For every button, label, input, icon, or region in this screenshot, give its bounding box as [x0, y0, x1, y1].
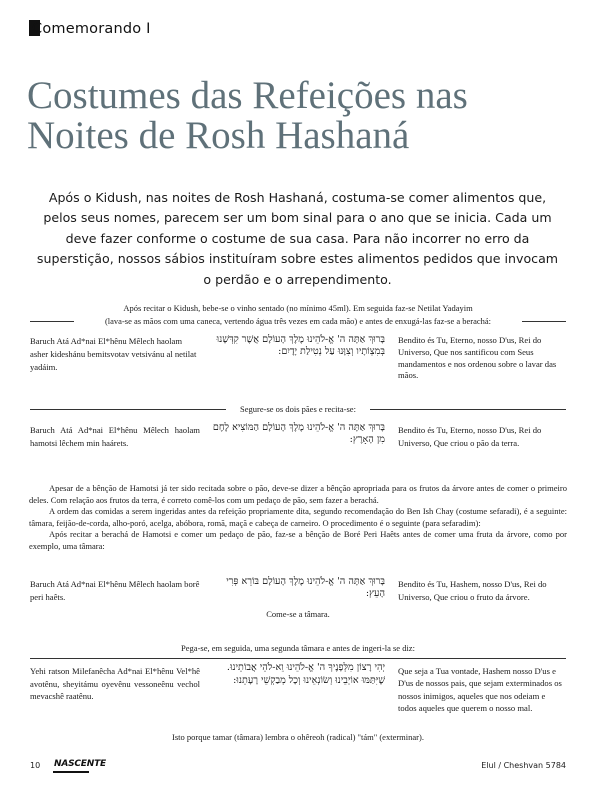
divider: [30, 658, 566, 659]
netilat-transliteration: Baruch Atá Ad*nai El*hênu Mêlech haolam asher kideshánu bemitsvotav vetsivánu al netilat yadáim.: [30, 336, 197, 372]
haets-after: Come-se a tâmara.: [266, 609, 330, 619]
hamotsi-hebrew: בָּרוּךְ אַתָּה ה' אֱ-לֹהֵינוּ מֶלֶךְ הָעוֹלָם הַמּוֹצִיא לֶחֶם מִן הָאָרֶץ:: [212, 422, 385, 445]
haets-translation: Bendito és Tu, Hashem, nosso D'us, Rei do Universo, Que criou o fruto da árvore.: [398, 579, 547, 602]
section-label: Comemorando I: [32, 21, 151, 37]
lead-paragraph: Após o Kidush, nas noites de Rosh Hashaná, costuma-se comer alimentos que, pelos seus nomes, parecem ser um bom sinal para o ano que se inicia. Cada um deve fazer conforme o costume de sua casa. Para não incorrer no erro da superstição, nossos sábios instituíram sobre estes alimentos pedidos que invocam o perdão e o arrependimento.: [36, 190, 559, 287]
magazine-logo: NASCENTE: [54, 759, 106, 769]
hamotsi-intro: Segure-se os dois pães e recita-se:: [240, 404, 356, 414]
divider: [370, 409, 566, 410]
body-paragraph: A ordem das comidas a serem ingeridas antes da refeição propriamente dita, segundo recomendação do Ben Ish Chay (costume sefaradi), é a seguinte: tâmara, feijão-de-corda, alho-poró, acelga, abóbora, romã, maçã e cabeça de carneiro. O procedimento é o seguinte (para sefaradim):: [29, 506, 567, 528]
page-number: 10: [30, 761, 41, 770]
divider: [30, 321, 74, 322]
netilat-translation: Bendito és Tu, Eterno, nosso D'us, Rei do Universo, Que nos santificou com Seus mandamentos e nos ordenou sobre o lavar das mãos.: [398, 335, 557, 381]
yehi-transliteration: Yehi ratson Milefanêcha Ad*nai El*hênu Vel*hê avotênu, sheyitámu oyevênu vessoneênu vechol mevacshê raatênu.: [30, 666, 200, 701]
body-paragraph: Após recitar a berachá de Hamotsi e comer um pedaço de pão, faz-se a bênção de Boré Peri Haêts antes de comer uma fruta da árvore, como por exemplo, uma tâmara:: [29, 529, 567, 551]
netilat-intro-1: Após recitar o Kidush, bebe-se o vinho sentado (no mínimo 45ml). Em seguida faz-se Netilat Yadayim: [123, 303, 473, 313]
haets-transliteration: Baruch Atá Ad*nai El*hênu Mêlech haolam borê peri haêts.: [30, 579, 200, 602]
title-line-2: Noites de Rosh Hashaná: [27, 114, 410, 157]
hamotsi-translation: Bendito és Tu, Eterno, nosso D'us, Rei do Universo, Que criou o pão da terra.: [398, 425, 542, 448]
body-text: [29, 483, 567, 552]
issue-label: Elul / Cheshvan 5784: [481, 761, 566, 770]
hamotsi-transliteration: Baruch Atá Ad*nai El*hênu Mêlech haolam hamotsi lêchem min haárets.: [30, 425, 200, 448]
title-line-1: Costumes das Refeições nas: [27, 74, 468, 117]
haets-hebrew: בָּרוּךְ אַתָּה ה' אֱ-לֹהֵינוּ מֶלֶךְ הָעוֹלָם בּוֹרֵא פְּרִי הָעֵץ:: [226, 576, 385, 599]
yehi-translation: Que seja a Tua vontade, Hashem nosso D'us e D'us de nossos pais, que sejam exterminados os nossos inimigos, aqueles que nos odeiam e todos aqueles que querem o nosso mal.: [398, 666, 562, 714]
yehi-intro: Pega-se, em seguida, uma segunda tâmara e antes de ingeri-la se diz:: [181, 643, 415, 653]
yehi-hebrew: יְהִי רָצוֹן מִלְּפָנֶיךָ ה' אֱ-לֹהֵינוּ וֵא-לֹהֵי אֲבוֹתֵינוּ. שֶׁיִּתַּמּוּ אוֹיְבֵינוּ וְשׂוֹנְאֵינוּ וְכָל מְבַקְשֵׁי רָעָתֵנוּ:: [226, 662, 385, 686]
logo-underline: [53, 771, 89, 773]
body-paragraph: Apesar de a bênção de Hamotsi já ter sido recitada sobre o pão, deve-se dizer a bênção apropriada para os frutos da árvore antes de comer o primeiro deles. Com relação aos frutos da terra, é correto comê-los com um pedaço de pão, sem fazer a berachá.: [29, 483, 567, 505]
netilat-intro-2: (lava-se as mãos com uma caneca, vertendo água três vezes em cada mão) e antes de enxugá-las faz-se a berachá:: [104, 316, 492, 326]
divider: [30, 409, 226, 410]
netilat-hebrew: בָּרוּךְ אַתָּה ה' אֱ-לֹהֵינוּ מֶלֶךְ הָעוֹלָם אֲשֶׁר קִדְּשָׁנוּ בְּמִצְוֹתָיו וְצִוָּנוּ עַל נְטִילַת יָדָיִם:: [216, 334, 385, 357]
page-title: [27, 76, 572, 156]
divider: [522, 321, 566, 322]
yehi-note: Isto porque tamar (tâmara) lembra o ohêreoh (radical) "tám" (exterminar).: [172, 732, 424, 742]
